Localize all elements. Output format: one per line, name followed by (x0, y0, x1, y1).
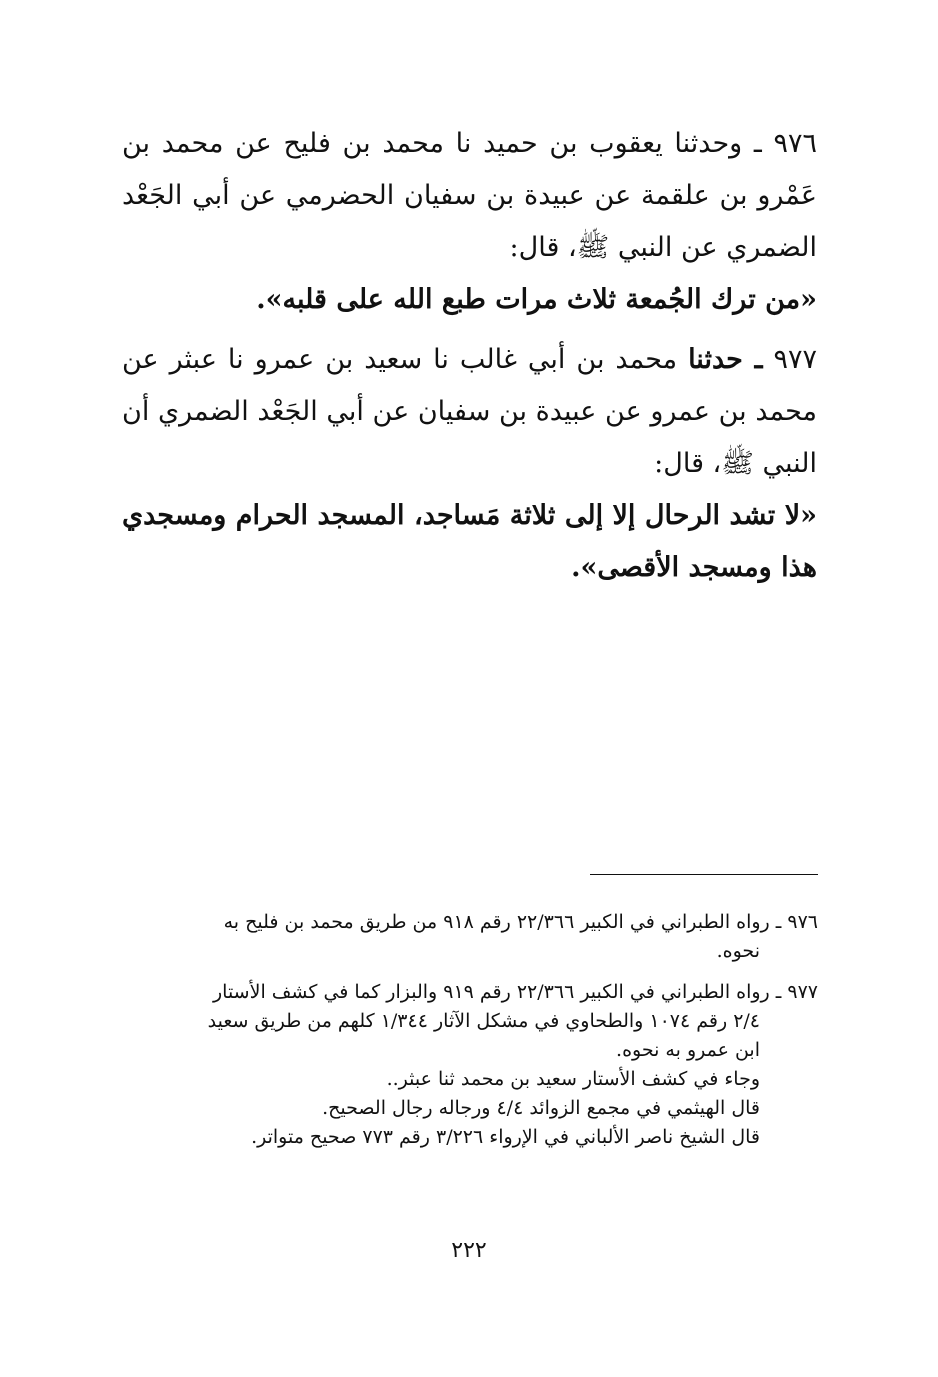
footnote-976-line-2: نحوه. (716, 940, 760, 962)
hadith-976-matn: «من ترك الجُمعة ثلاث مرات طبع الله على قلبه». (256, 284, 817, 315)
footnote-977-line-5: قال الهيثمي في مجمع الزوائد ٤/٤ ورجاله رجال الصحيح. (322, 1097, 760, 1119)
hadith-976-number: ٩٧٦ (773, 128, 817, 159)
footnote-977-line-6: قال الشيخ ناصر الألباني في الإرواء ٣/٢٢٦ رقم ٧٧٣ صحيح متواتر. (251, 1126, 760, 1148)
footnote-977-line-3: ابن عمرو به نحوه. (616, 1039, 760, 1061)
footnote-977-line-2: ٢/٤ رقم ١٠٧٤ والطحاوي في مشكل الآثار ١/٣٤٤ كلهم من طريق سعيد (207, 1010, 760, 1032)
page-number: ٢٢٢ (451, 1238, 487, 1263)
main-text (122, 118, 817, 594)
hadith-976-isnad (122, 118, 817, 274)
footnotes (130, 908, 818, 1152)
hadith-977-isnad-text: محمد بن أبي غالب نا سعيد بن عمرو نا عبثر عن محمد بن عمرو عن عبيدة بن سفيان عن أبي الجَعْد الضمري أن النبي ﷺ، قال: (122, 344, 817, 479)
hadith-977-number: ٩٧٧ (773, 344, 818, 375)
footnote-976-line-1: ٩٧٦ ـ رواه الطبراني في الكبير ٢٢/٣٦٦ رقم ٩١٨ من طريق محمد بن فليح به (223, 911, 818, 933)
footnote-977-line-4: وجاء في كشف الأستار سعيد بن محمد ثنا عبثر.. (386, 1068, 760, 1090)
footnote-separator (590, 874, 818, 875)
hadith-977-matn: «لا تشد الرحال إلا إلى ثلاثة مَساجد، المسجد الحرام ومسجدي هذا ومسجد الأقصى». (122, 500, 817, 583)
footnote-977-line-1: ٩٧٧ ـ رواه الطبراني في الكبير ٢٢/٣٦٦ رقم ٩١٩ والبزار كما في كشف الأستار (212, 981, 818, 1003)
hadith-977-isnad (122, 334, 817, 490)
hadith-976-isnad-text: ـ وحدثنا يعقوب بن حميد نا محمد بن فليح عن محمد بن عَمْرو بن علقمة عن عبيدة بن سفيان الحضرمي عن أبي الجَعْد الضمري عن النبي ﷺ، قال: (122, 128, 817, 263)
hadith-977-opener: ـ حدثنا (688, 344, 763, 375)
